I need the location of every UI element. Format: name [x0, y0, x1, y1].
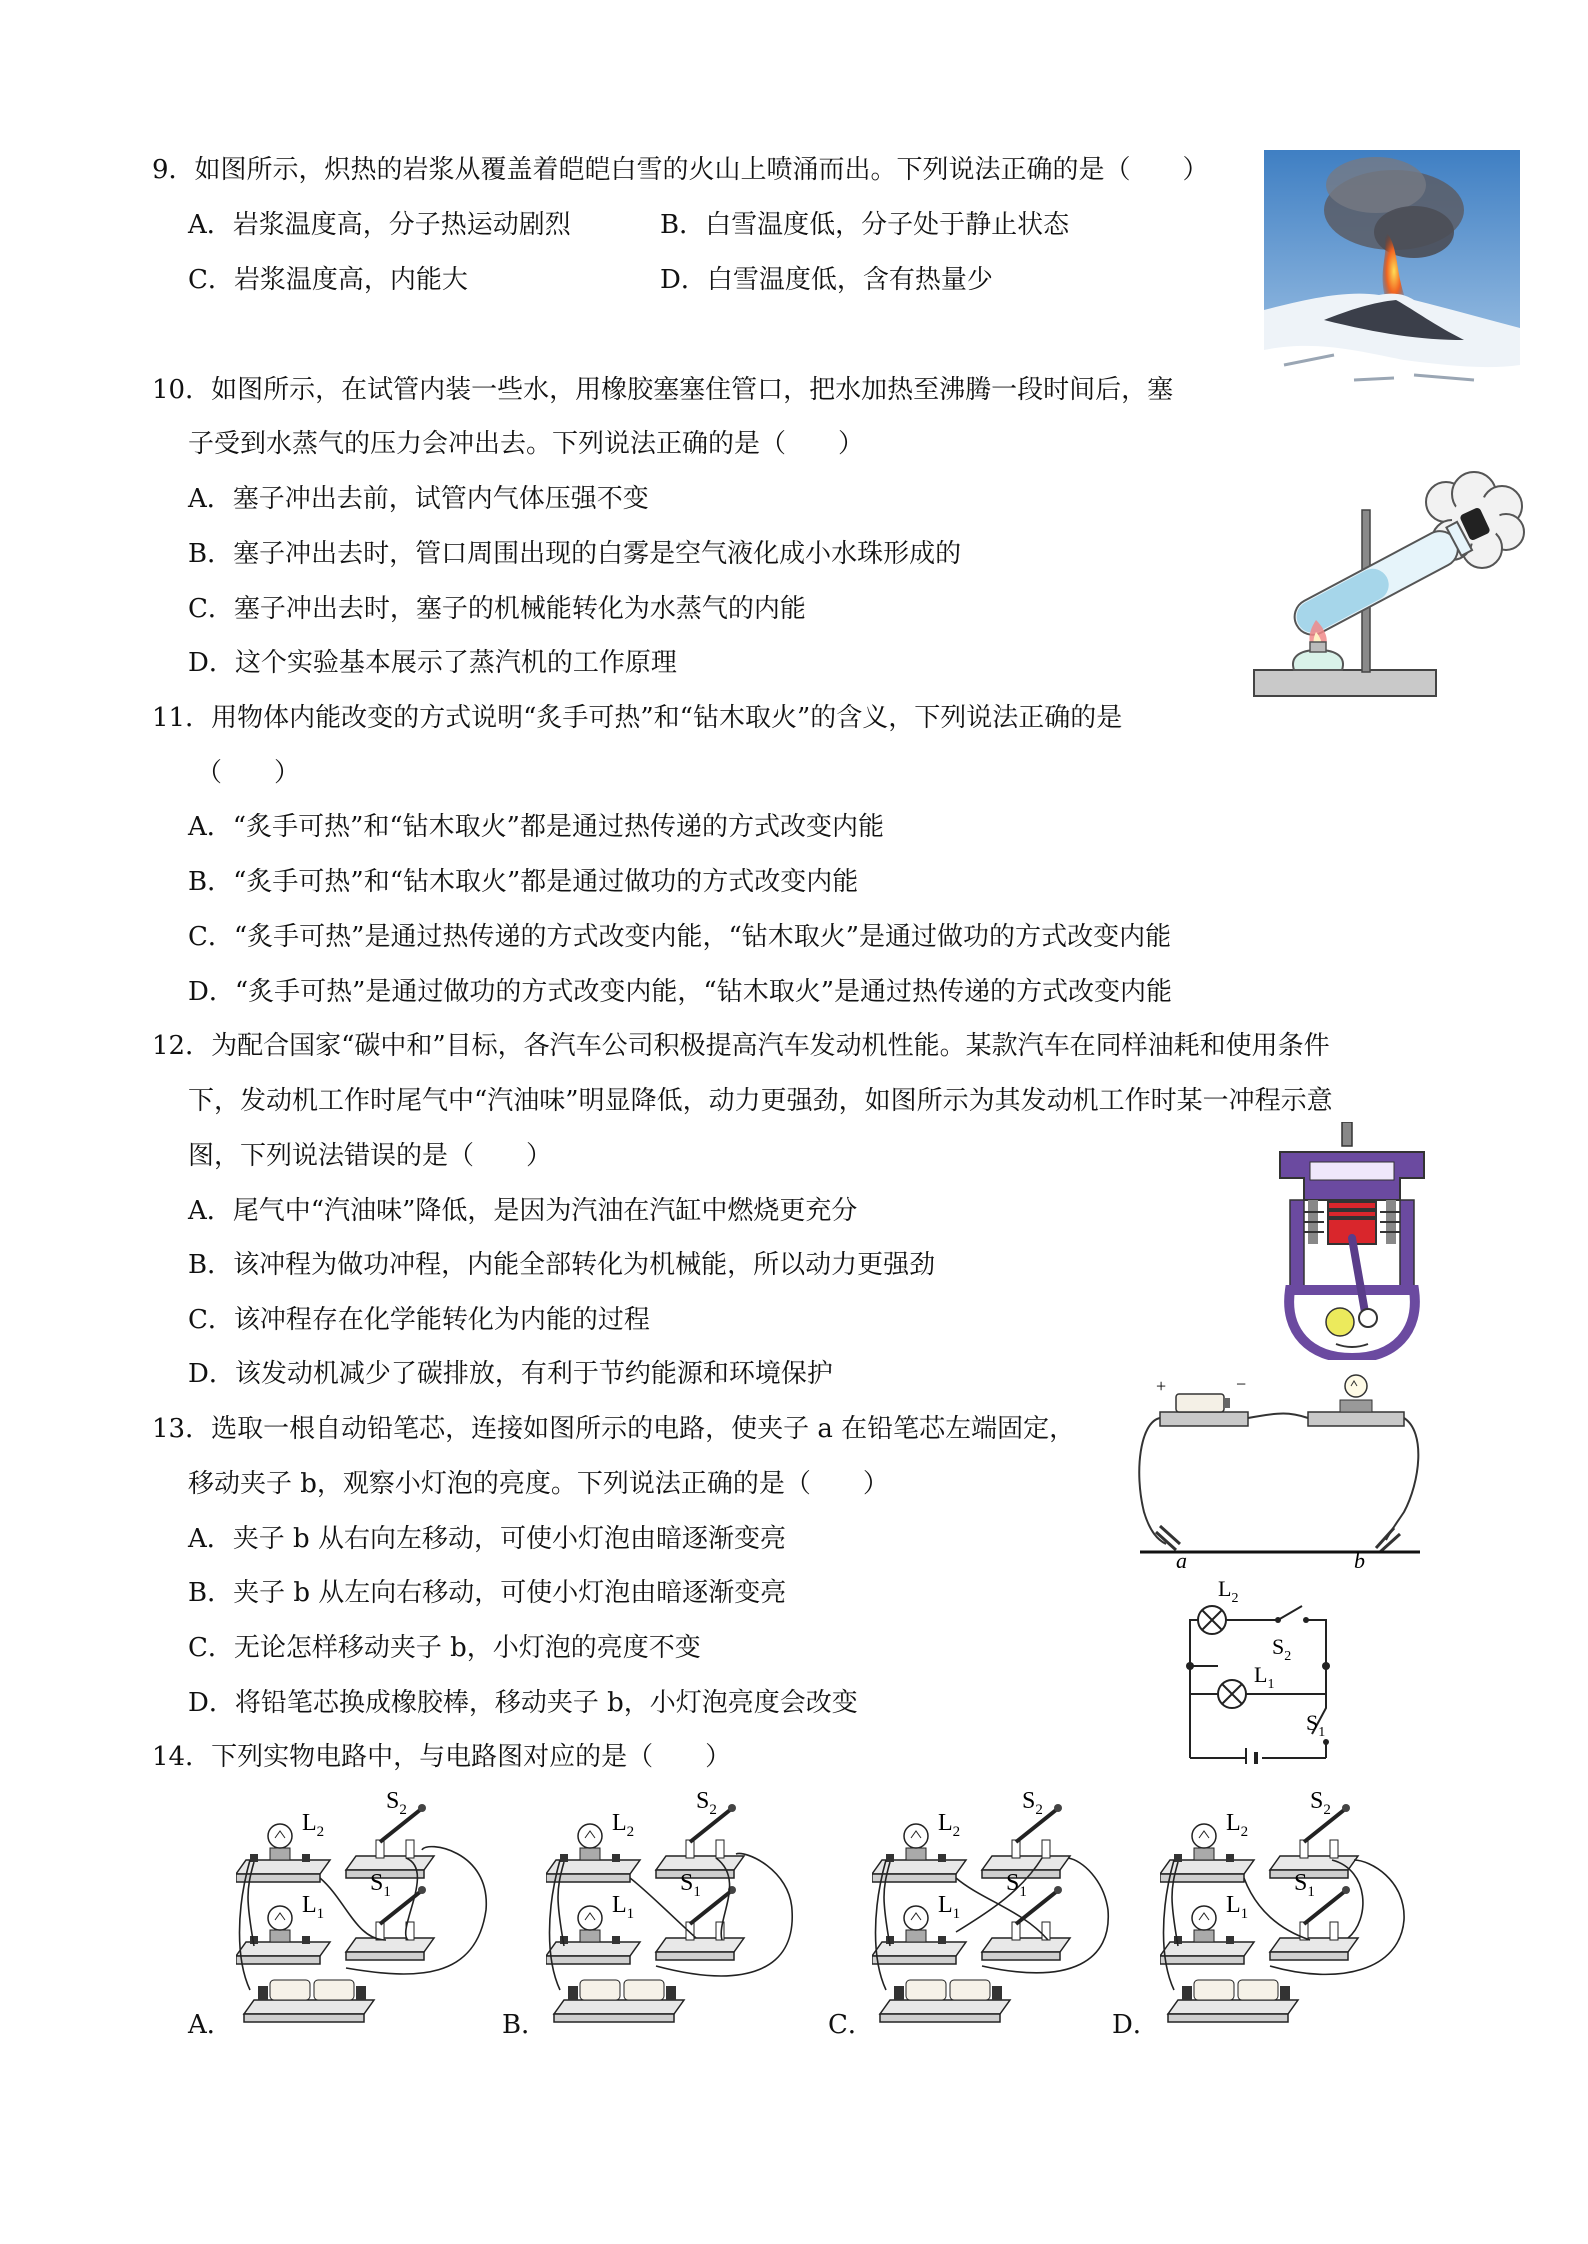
- q9-option-c: C．岩浆温度高，内能大: [188, 265, 468, 295]
- q14-circuit-option-c: [872, 1790, 1142, 2026]
- q9-stem: 9．如图所示，炽热的岩浆从覆盖着皑皑白雪的火山上喷涌而出。下列说法正确的是（ ）: [152, 155, 1209, 185]
- schematic-l1-label: $L_1$: [1254, 1662, 1275, 1692]
- q14-a-l1-label: $L_1$: [302, 1892, 325, 1922]
- q14-option-d: D．: [1112, 2010, 1159, 2040]
- pencil-lead-circuit: [1130, 1372, 1426, 1568]
- q12-option-c: C．该冲程存在化学能转化为内能的过程: [188, 1305, 650, 1335]
- clip-b-label: b: [1354, 1548, 1365, 1568]
- q14-d-s1-label: $S_1$: [1294, 1870, 1315, 1900]
- q14-circuit-option-b: [546, 1790, 816, 2026]
- q14-b-l2-label: $L_2$: [612, 1810, 635, 1840]
- q14-c-s2-label: $S_2$: [1022, 1790, 1043, 1818]
- q10-stem-line1: 10．如图所示，在试管内装一些水，用橡胶塞塞住管口，把水加热至沸腾一段时间后，塞: [152, 375, 1174, 405]
- q10-option-a: A．塞子冲出去前，试管内气体压强不变: [188, 484, 649, 514]
- schematic-s1-label: $S_1$: [1306, 1710, 1326, 1740]
- q13-option-d: D．将铅笔芯换成橡胶棒，移动夹子 b，小灯泡亮度会改变: [188, 1688, 858, 1718]
- q12-option-b: B．该冲程为做功冲程，内能全部转化为机械能，所以动力更强劲: [188, 1250, 936, 1280]
- q14-option-a: A．: [188, 2010, 233, 2040]
- q10-stem-line2: 子受到水蒸气的压力会冲出去。下列说法正确的是（ ）: [188, 429, 865, 459]
- q14-a-l2-label: $L_2$: [302, 1810, 325, 1840]
- q13-plus-label: +: [1156, 1376, 1167, 1396]
- q14-b-l1-label: $L_1$: [612, 1892, 635, 1922]
- q14-b-s2-label: $S_2$: [696, 1790, 717, 1818]
- q10-option-b: B．塞子冲出去时，管口周围出现的白雾是空气液化成小水珠形成的: [188, 539, 962, 569]
- q9-option-b: B．白雪温度低，分子处于静止状态: [660, 210, 1070, 240]
- test-tube-apparatus: [1246, 470, 1528, 706]
- q12-stem-line2: 下，发动机工作时尾气中“汽油味”明显降低，动力更强劲，如图所示为其发动机工作时某一冲程示意: [188, 1086, 1333, 1116]
- q11-stem-line1: 11．用物体内能改变的方式说明“炙手可热”和“钻木取火”的含义，下列说法正确的是: [152, 703, 1123, 733]
- q11-option-b: B．“炙手可热”和“钻木取火”都是通过做功的方式改变内能: [188, 867, 859, 897]
- q14-stem: 14．下列实物电路中，与电路图对应的是（ ）: [152, 1742, 732, 1772]
- q9-option-a: A．岩浆温度高，分子热运动剧烈: [188, 210, 571, 240]
- q13-stem-line1: 13．选取一根自动铅笔芯，连接如图所示的电路，使夹子 a 在铅笔芯左端固定，: [152, 1414, 1076, 1444]
- q14-d-l1-label: $L_1$: [1226, 1892, 1249, 1922]
- q13-option-b: B．夹子 b 从左向右移动，可使小灯泡由暗逐渐变亮: [188, 1578, 787, 1608]
- q14-circuit-option-a: [236, 1790, 506, 2026]
- schematic-l2-label: $L_2$: [1218, 1576, 1239, 1606]
- q13-stem-line2: 移动夹子 b，观察小灯泡的亮度。下列说法正确的是（ ）: [188, 1469, 889, 1499]
- q13-option-c: C．无论怎样移动夹子 b，小灯泡的亮度不变: [188, 1633, 701, 1663]
- q13-minus-label: −: [1236, 1374, 1247, 1394]
- q14-option-c: C．: [828, 2010, 874, 2040]
- q14-d-l2-label: $L_2$: [1226, 1810, 1249, 1840]
- q14-circuit-option-d: [1160, 1790, 1430, 2026]
- q11-option-a: A．“炙手可热”和“钻木取火”都是通过热传递的方式改变内能: [188, 812, 884, 842]
- q13-option-a: A．夹子 b 从右向左移动，可使小灯泡由暗逐渐变亮: [188, 1524, 786, 1554]
- q12-stem-line3: 图，下列说法错误的是（ ）: [188, 1141, 553, 1171]
- q14-d-s2-label: $S_2$: [1310, 1790, 1331, 1818]
- engine-cylinder-diagram: [1270, 1122, 1434, 1360]
- q11-option-d: D．“炙手可热”是通过做功的方式改变内能，“钻木取火”是通过热传递的方式改变内能: [188, 977, 1173, 1007]
- q14-c-l2-label: $L_2$: [938, 1810, 961, 1840]
- q12-stem-line1: 12．为配合国家“碳中和”目标，各汽车公司积极提高汽车发动机性能。某款汽车在同样油耗和使用条件: [152, 1031, 1330, 1061]
- q11-stem-line2: （ ）: [196, 758, 301, 788]
- clip-a-label: a: [1176, 1548, 1187, 1568]
- q14-c-s1-label: $S_1$: [1006, 1870, 1027, 1900]
- q11-option-c: C．“炙手可热”是通过热传递的方式改变内能，“钻木取火”是通过做功的方式改变内能: [188, 922, 1172, 952]
- q14-circuit-schematic: [1166, 1572, 1366, 1764]
- schematic-s2-label: $S_2$: [1272, 1634, 1292, 1664]
- q14-a-s1-label: $S_1$: [370, 1870, 391, 1900]
- q12-option-a: A．尾气中“汽油味”降低，是因为汽油在汽缸中燃烧更充分: [188, 1196, 858, 1226]
- q9-option-d: D．白雪温度低，含有热量少: [660, 265, 993, 295]
- q14-option-b: B．: [502, 2010, 548, 2040]
- q14-c-l1-label: $L_1$: [938, 1892, 961, 1922]
- q10-option-d: D．这个实验基本展示了蒸汽机的工作原理: [188, 648, 677, 678]
- q10-option-c: C．塞子冲出去时，塞子的机械能转化为水蒸气的内能: [188, 594, 806, 624]
- volcano-photo: [1264, 150, 1520, 394]
- q14-b-s1-label: $S_1$: [680, 1870, 701, 1900]
- q12-option-d: D．该发动机减少了碳排放，有利于节约能源和环境保护: [188, 1359, 833, 1389]
- q14-a-s2-label: $S_2$: [386, 1790, 407, 1818]
